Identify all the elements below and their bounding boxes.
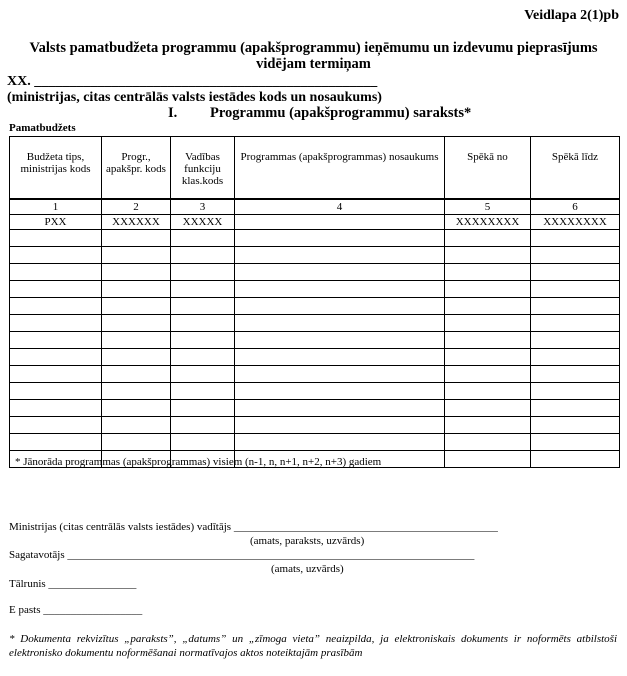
- column-header: Budžeta tips, ministrijas kods: [10, 137, 102, 199]
- table-cell[interactable]: [235, 297, 445, 314]
- table-cell[interactable]: [531, 399, 620, 416]
- table-cell[interactable]: [445, 399, 531, 416]
- column-number: 2: [102, 199, 171, 215]
- table-cell[interactable]: [235, 229, 445, 246]
- table-cell[interactable]: [235, 280, 445, 297]
- table-cell[interactable]: XXXXXXXX: [531, 214, 620, 229]
- table-cell[interactable]: [10, 416, 102, 433]
- table-cell[interactable]: [102, 263, 171, 280]
- table-cell[interactable]: XXXXXX: [102, 214, 171, 229]
- table-cell[interactable]: [531, 450, 620, 467]
- budget-label: Pamatbudžets: [9, 122, 76, 134]
- table-cell[interactable]: [531, 331, 620, 348]
- table-cell[interactable]: XXXXXXXX: [445, 214, 531, 229]
- ministry-line: XX. _________________________________________________: [7, 74, 378, 89]
- form-id: Veidlapa 2(1)pb: [524, 8, 619, 23]
- table-cell[interactable]: [445, 297, 531, 314]
- table-cell[interactable]: [171, 263, 235, 280]
- table-cell[interactable]: [10, 263, 102, 280]
- table-row: [10, 348, 620, 365]
- column-number: 3: [171, 199, 235, 215]
- table-cell[interactable]: [10, 280, 102, 297]
- table-cell[interactable]: [171, 314, 235, 331]
- phone-field[interactable]: Tālrunis ________________: [9, 578, 137, 590]
- table-cell[interactable]: [171, 348, 235, 365]
- table-cell[interactable]: [171, 331, 235, 348]
- column-header: Programmas (apakšprogrammas) nosaukums: [235, 137, 445, 199]
- table-cell[interactable]: [10, 365, 102, 382]
- table-cell[interactable]: [445, 348, 531, 365]
- table-cell[interactable]: [531, 263, 620, 280]
- section-title: Programmu (apakšprogrammu) saraksts*: [210, 105, 472, 121]
- table-cell[interactable]: [171, 416, 235, 433]
- table-cell[interactable]: [445, 331, 531, 348]
- table-cell[interactable]: [235, 365, 445, 382]
- table-cell[interactable]: [445, 246, 531, 263]
- column-header: Spēkā no: [445, 137, 531, 199]
- table-cell[interactable]: [102, 280, 171, 297]
- table-cell[interactable]: [531, 433, 620, 450]
- table-cell[interactable]: [102, 331, 171, 348]
- table-row: [10, 365, 620, 382]
- table-cell[interactable]: [445, 280, 531, 297]
- table-cell[interactable]: [445, 263, 531, 280]
- table-cell[interactable]: [10, 246, 102, 263]
- table-cell[interactable]: [10, 297, 102, 314]
- column-header: Spēkā līdz: [531, 137, 620, 199]
- table-cell[interactable]: [531, 280, 620, 297]
- table-cell[interactable]: [235, 348, 445, 365]
- table-cell[interactable]: [235, 433, 445, 450]
- table-cell[interactable]: [171, 382, 235, 399]
- table-cell[interactable]: [531, 348, 620, 365]
- preparer-signature-line[interactable]: Sagatavotājs __________________________________________________________________________: [9, 549, 475, 561]
- table-footnote: * Jānorāda programmas (apakšprogrammas) visiem (n-1, n, n+1, n+2, n+3) gadiem: [15, 456, 382, 468]
- table-cell[interactable]: [102, 365, 171, 382]
- table-cell[interactable]: [531, 416, 620, 433]
- column-number: 1: [10, 199, 102, 215]
- table-cell[interactable]: [171, 365, 235, 382]
- table-cell[interactable]: [235, 331, 445, 348]
- table-cell[interactable]: [102, 399, 171, 416]
- table-cell[interactable]: [445, 382, 531, 399]
- column-header: Progr., apakšpr. kods: [102, 137, 171, 199]
- table-cell[interactable]: [171, 399, 235, 416]
- table-row: [10, 382, 620, 399]
- table-cell[interactable]: [445, 416, 531, 433]
- table-cell[interactable]: [531, 246, 620, 263]
- table-cell[interactable]: [10, 331, 102, 348]
- table-cell[interactable]: [10, 382, 102, 399]
- table-cell[interactable]: [531, 314, 620, 331]
- table-cell[interactable]: [102, 246, 171, 263]
- table-cell[interactable]: [235, 399, 445, 416]
- ministry-caption: (ministrijas, citas centrālās valsts iestādes kods un nosaukums): [7, 90, 382, 105]
- table-cell[interactable]: XXXXX: [171, 214, 235, 229]
- table-cell[interactable]: [445, 433, 531, 450]
- document-title-line1: Valsts pamatbudžeta programmu (apakšprogrammu) ieņēmumu un izdevumu pieprasījums: [29, 40, 598, 56]
- head-signature-caption: (amats, paraksts, uzvārds): [250, 535, 365, 547]
- table-cell[interactable]: [235, 246, 445, 263]
- table-row: [10, 297, 620, 314]
- column-header: Vadības funkciju klas.kods: [171, 137, 235, 199]
- table-row: [10, 416, 620, 433]
- column-number: 4: [235, 199, 445, 215]
- table-cell[interactable]: [445, 314, 531, 331]
- email-field[interactable]: E pasts __________________: [9, 604, 143, 616]
- document-requisites-note: * Dokumenta rekvizītus „paraksts”, „datums” un „zīmoga vieta” neaizpilda, ja elektroniskais dokuments ir noformēts atbilstoši elektronisko dokumentu noformēšanai normatīvajos aktos noteiktajām prasībām: [9, 633, 617, 659]
- table-row: [10, 399, 620, 416]
- table-cell[interactable]: [235, 382, 445, 399]
- head-signature-line[interactable]: Ministrijas (citas centrālās valsts iestādes) vadītājs ________________________________________________: [9, 521, 498, 533]
- table-cell[interactable]: [10, 314, 102, 331]
- table-cell[interactable]: [10, 348, 102, 365]
- table-header-row: [10, 137, 620, 199]
- column-number: 6: [531, 199, 620, 215]
- document-title-line2: vidējam termiņam: [256, 56, 371, 72]
- preparer-signature-caption: (amats, uzvārds): [271, 563, 344, 575]
- table-cell[interactable]: [10, 229, 102, 246]
- table-cell[interactable]: [102, 297, 171, 314]
- table-cell[interactable]: [171, 280, 235, 297]
- table-cell[interactable]: PXX: [10, 214, 102, 229]
- table-cell[interactable]: [445, 229, 531, 246]
- table-row: [10, 331, 620, 348]
- table-cell[interactable]: [171, 297, 235, 314]
- table-cell[interactable]: [531, 297, 620, 314]
- table-row: [10, 280, 620, 297]
- table-row: [10, 314, 620, 331]
- table-cell[interactable]: [102, 229, 171, 246]
- table-cell[interactable]: [171, 229, 235, 246]
- table-cell[interactable]: [102, 314, 171, 331]
- table-cell[interactable]: [171, 433, 235, 450]
- column-number: 5: [445, 199, 531, 215]
- table-cell[interactable]: [235, 314, 445, 331]
- table-cell[interactable]: [445, 450, 531, 467]
- table-cell[interactable]: [531, 229, 620, 246]
- column-number-row: [10, 199, 620, 215]
- table-cell[interactable]: [235, 263, 445, 280]
- table-cell[interactable]: [171, 246, 235, 263]
- table-cell[interactable]: [102, 348, 171, 365]
- table-row: [10, 246, 620, 263]
- table-cell[interactable]: [102, 433, 171, 450]
- table-cell[interactable]: [445, 365, 531, 382]
- table-cell[interactable]: [235, 416, 445, 433]
- table-row: [10, 214, 620, 229]
- table-cell[interactable]: [10, 433, 102, 450]
- section-number: I.: [168, 105, 178, 121]
- table-cell[interactable]: [531, 382, 620, 399]
- table-row: [10, 433, 620, 450]
- table-cell[interactable]: [10, 399, 102, 416]
- program-table: [9, 136, 620, 468]
- table-cell[interactable]: [235, 214, 445, 229]
- table-row: [10, 229, 620, 246]
- table-cell[interactable]: [102, 382, 171, 399]
- table-cell[interactable]: [102, 416, 171, 433]
- table-cell[interactable]: [531, 365, 620, 382]
- table-row: [10, 263, 620, 280]
- section-heading: [168, 105, 471, 122]
